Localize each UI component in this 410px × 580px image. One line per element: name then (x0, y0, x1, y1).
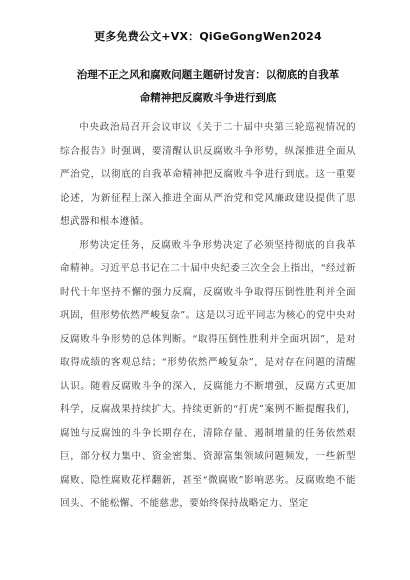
document-title-line-2: 命精神把反腐败斗争进行到底 (139, 92, 277, 104)
body-paragraph-2: 形势决定任务，反腐败斗争形势决定了必须坚持彻底的自我革命精神。习近平总书记在二十届中央纪委三次全会上指出，“经过新时代十年坚持不懈的强力反腐，反腐败斗争取得压倒性胜利并全面巩固，但形势依然严峻复杂”。这是以习近平同志为核心的党中央对反腐败斗争形势的总体判断。“取得压倒性胜利并全面巩固”，是对取得成绩的客观总结；“形势依然严峻复杂”，是对存在问题的清醒认识。随着反腐败斗争的深入，反腐能力不断增强，反腐方式更加科学，反腐战果持续扩大。持续更新的“打虎”案例不断提醒我们，腐蚀与反腐蚀的斗争长期存在，清除存量、遏制增量的任务依然艰巨，部分权力集中、资金密集、资源富集领域问题频发，一些新型腐败、隐性腐败花样翻新，甚至“微腐败”影响恶劣。反腐败绝不能回头、不能松懈、不能慈悲，要始终保持战略定力、坚定 (60, 239, 356, 509)
document-title-line-1: 治理不正之风和腐败问题主题研讨发言：以彻底的自我革 (76, 69, 340, 81)
promo-banner: 更多免费公文+VX：QiGeGongWen2024 (94, 30, 322, 43)
document-title (60, 64, 356, 110)
body-paragraph-1: 中央政治局召开会议审议《关于二十届中央第三轮巡视情况的综合报告》时强调，要清醒认识反腐败斗争形势，纵深推进全面从严治党，以彻底的自我革命精神把反腐败斗争进行到底。这一重要论述，为新征程上深入推进全面从严治党和党风廉政建设提供了思想武器和根本遵循。 (60, 122, 356, 227)
